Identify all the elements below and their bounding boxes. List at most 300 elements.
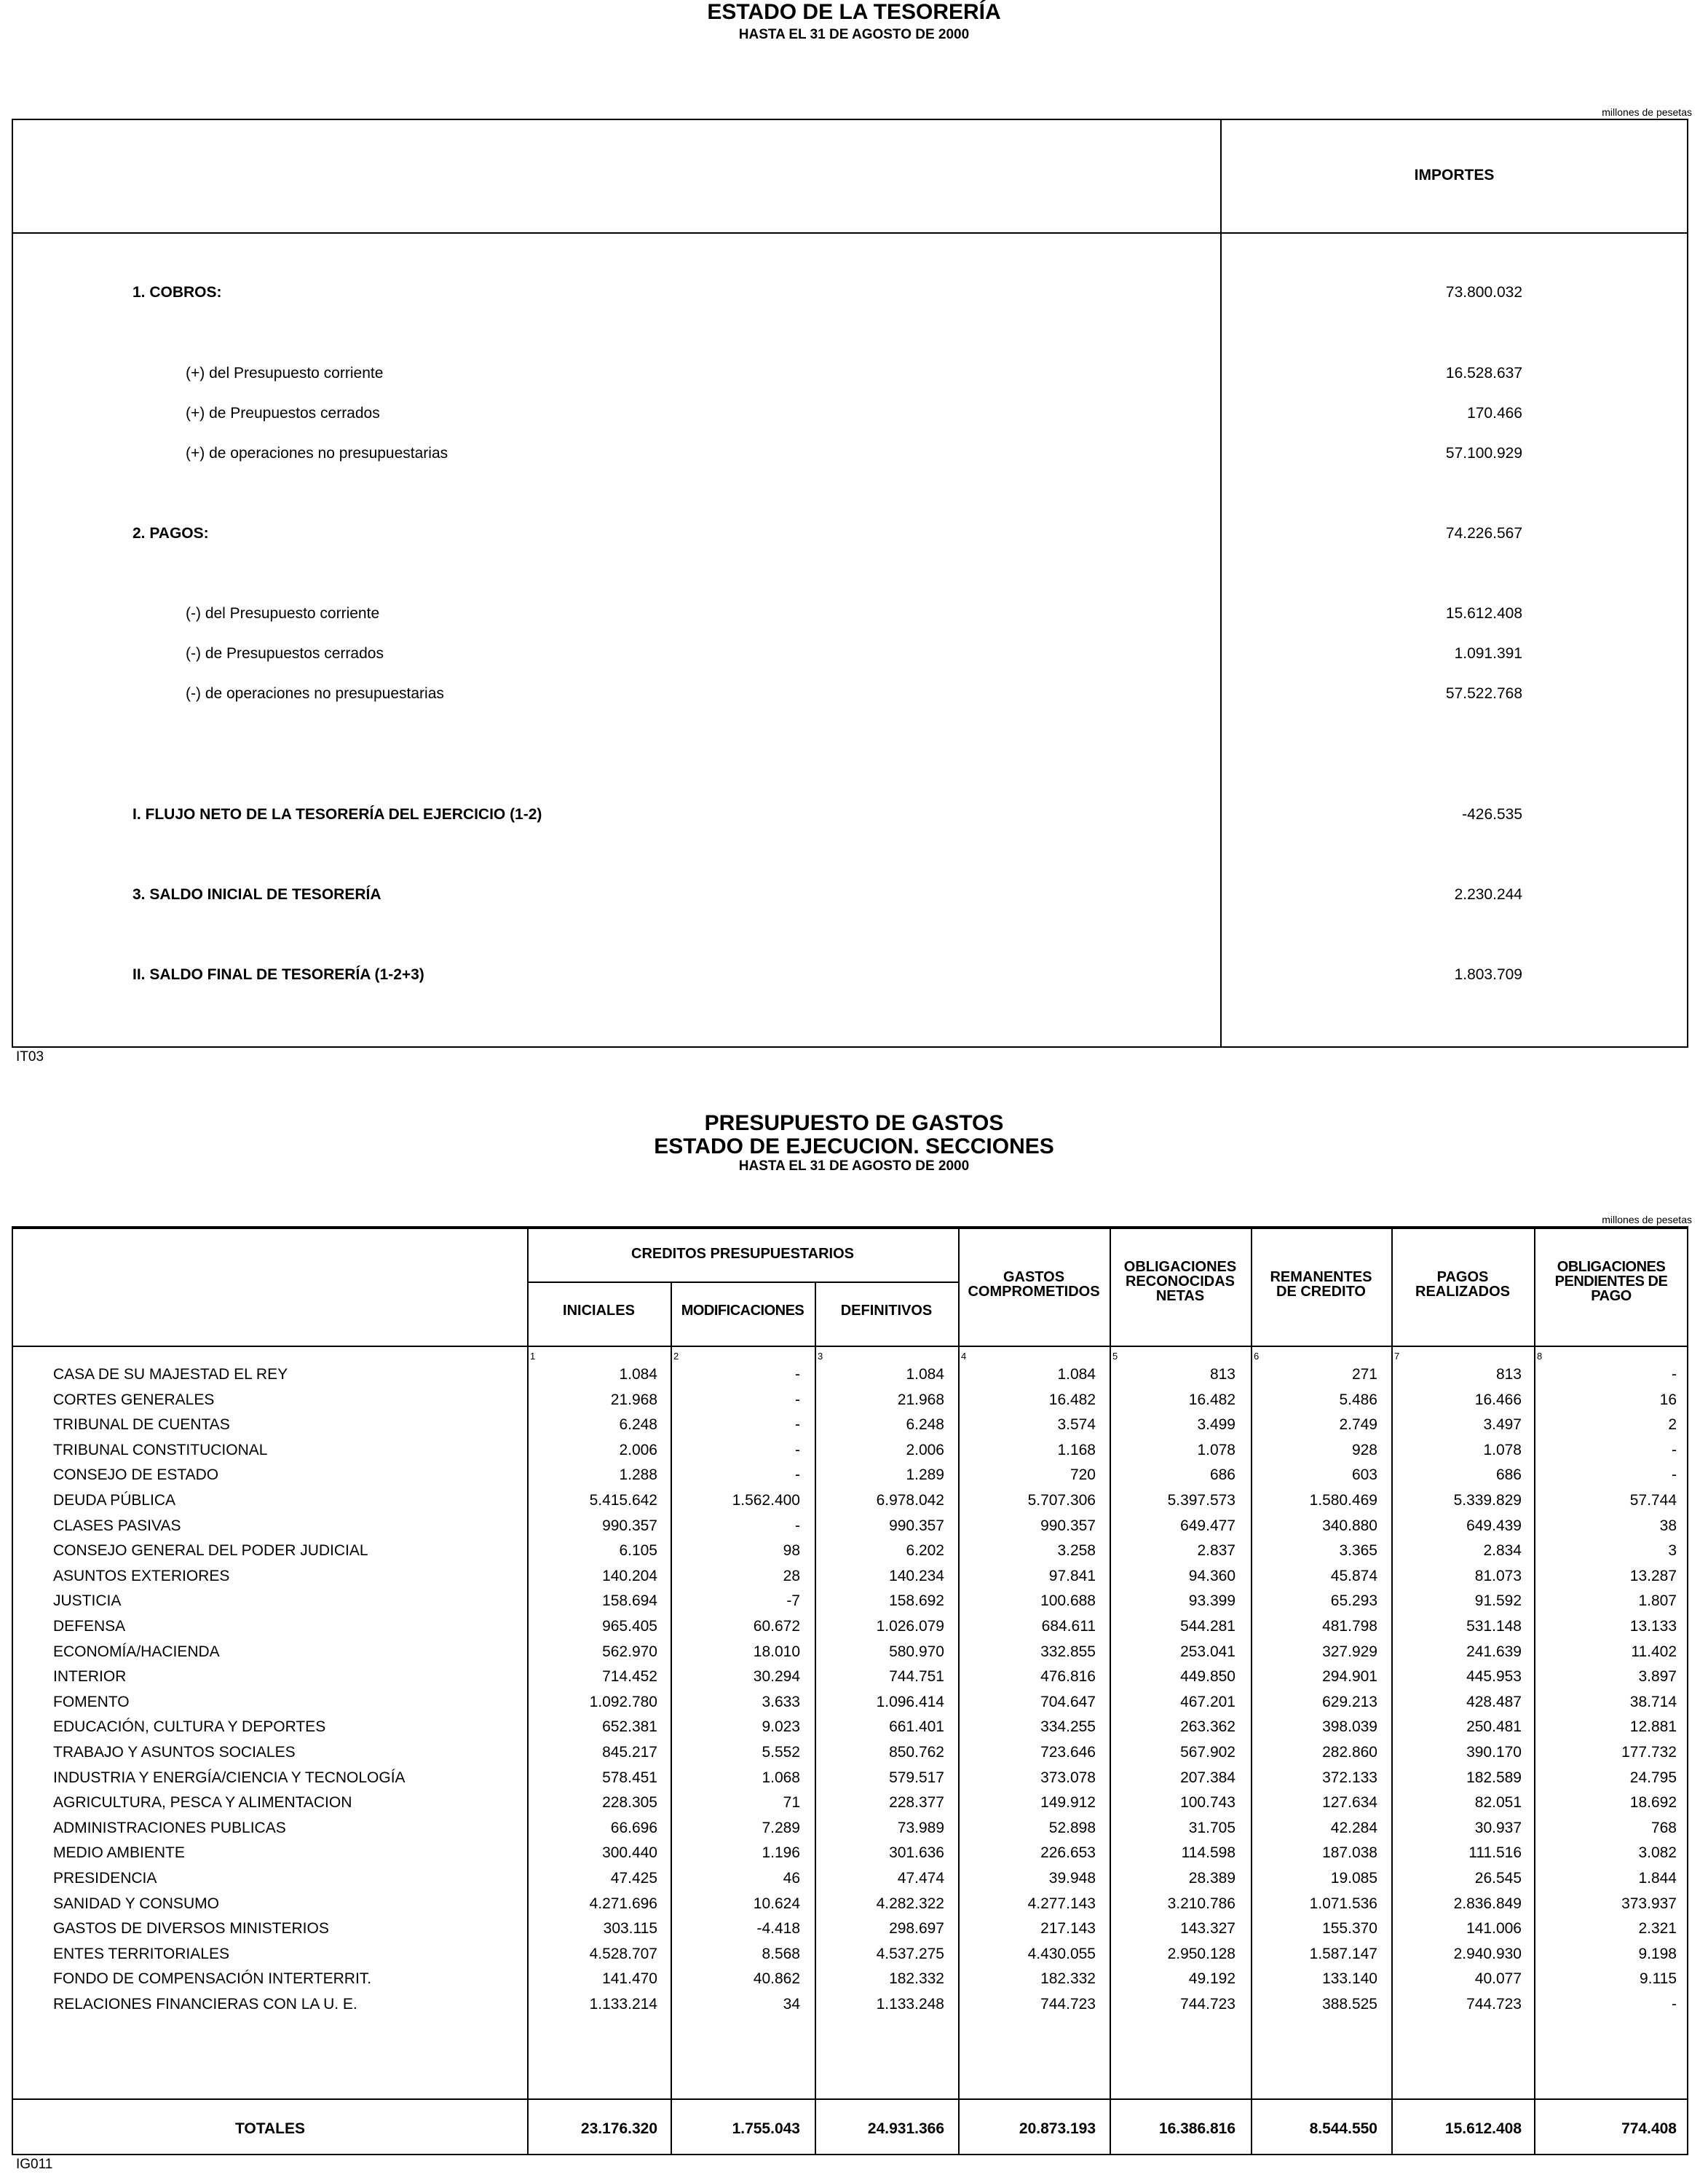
- row-cell: 3.082: [1638, 1844, 1677, 1862]
- row-cell: 372.133: [1322, 1769, 1377, 1786]
- row-cell: 2.321: [1638, 1920, 1677, 1938]
- row-section-name: FOMENTO: [53, 1693, 130, 1710]
- tesoreria-title: ESTADO DE LA TESORERÍA: [707, 0, 1001, 24]
- row-cell: 744.723: [1040, 1996, 1096, 2013]
- row-cell: 26.545: [1474, 1870, 1522, 1887]
- row-cell: 1.084: [1057, 1366, 1096, 1383]
- row-cell: 5.552: [762, 1744, 800, 1761]
- row-cell: 398.039: [1322, 1718, 1377, 1736]
- gastos-units: millones de pesetas: [1602, 1214, 1692, 1225]
- row-cell: 8.568: [762, 1945, 800, 1962]
- row-cell: 301.636: [889, 1844, 944, 1862]
- header-line: COMPROMETIDOS: [968, 1284, 1100, 1300]
- table-row: [13, 1769, 1687, 1794]
- row-cell: 5.486: [1339, 1391, 1377, 1408]
- header-divider: [13, 232, 1687, 234]
- tesoreria-code: IT03: [16, 1049, 44, 1065]
- row-cell: 65.293: [1330, 1592, 1377, 1610]
- row-cell: 2.006: [906, 1441, 944, 1458]
- header-line: PAGOS: [1436, 1269, 1489, 1285]
- row-cell: 82.051: [1474, 1794, 1522, 1812]
- header-line: OBLIGACIONES: [1123, 1259, 1237, 1275]
- row-cell: 100.688: [1040, 1592, 1096, 1610]
- gastos-comprometidos-header: [958, 1270, 1110, 1299]
- row-cell: 1.092.780: [589, 1693, 657, 1710]
- row-cell: 1.289: [906, 1466, 944, 1484]
- row-cell: 39.948: [1048, 1870, 1096, 1887]
- row-section-name: DEUDA PÚBLICA: [53, 1492, 176, 1509]
- row-cell: 38.714: [1629, 1693, 1677, 1710]
- row-cell: 140.204: [602, 1567, 657, 1584]
- row-value: 170.466: [1467, 405, 1522, 422]
- row-cell: 52.898: [1048, 1819, 1096, 1836]
- row-section-name: JUSTICIA: [53, 1592, 122, 1610]
- row-cell: 1.096.414: [876, 1693, 944, 1710]
- row-cell: 580.970: [889, 1643, 944, 1660]
- row-cell: 373.078: [1040, 1769, 1096, 1786]
- row-cell: 228.377: [889, 1794, 944, 1812]
- table-row: [13, 1970, 1687, 1995]
- header-line: REMANENTES: [1270, 1269, 1372, 1285]
- row-cell: 965.405: [602, 1618, 657, 1635]
- row-cell: 13.287: [1629, 1567, 1677, 1584]
- row-cell: 578.451: [602, 1769, 657, 1786]
- row-cell: 93.399: [1188, 1592, 1235, 1610]
- row-cell: 531.148: [1466, 1618, 1522, 1635]
- row-cell: 30.937: [1474, 1819, 1522, 1836]
- row-cell: 4.537.275: [876, 1945, 944, 1962]
- row-cell: 24.795: [1629, 1769, 1677, 1786]
- tesoreria-row: [13, 966, 1687, 988]
- row-cell: 49.192: [1188, 1970, 1235, 1988]
- row-cell: 16.482: [1188, 1391, 1235, 1408]
- row-cell: 686: [1495, 1466, 1522, 1484]
- row-cell: 1.084: [619, 1366, 657, 1383]
- row-cell: 562.970: [602, 1643, 657, 1660]
- row-cell: 3: [1668, 1542, 1677, 1560]
- row-cell: 97.841: [1048, 1567, 1096, 1584]
- row-cell: 12.881: [1629, 1718, 1677, 1736]
- table-row: [13, 1366, 1687, 1391]
- row-section-name: CONSEJO GENERAL DEL PODER JUDICIAL: [53, 1542, 368, 1560]
- row-cell: -4.418: [756, 1920, 800, 1938]
- table-row: [13, 1668, 1687, 1693]
- row-section-name: GASTOS DE DIVERSOS MINISTERIOS: [53, 1920, 329, 1938]
- row-cell: 28: [783, 1567, 800, 1584]
- row-cell: 187.038: [1322, 1844, 1377, 1862]
- row-label: (-) del Presupuesto corriente: [186, 605, 380, 622]
- table-row: [13, 1643, 1687, 1668]
- row-cell: 3.633: [762, 1693, 800, 1710]
- row-cell: 3.574: [1057, 1416, 1096, 1434]
- table-row: [13, 1492, 1687, 1517]
- column-number: 3: [818, 1351, 823, 1362]
- row-cell: 6.248: [906, 1416, 944, 1434]
- row-section-name: AGRICULTURA, PESCA Y ALIMENTACION: [53, 1794, 352, 1812]
- row-cell: -: [1672, 1466, 1677, 1484]
- row-cell: 4.277.143: [1027, 1895, 1096, 1912]
- row-value: 57.100.929: [1445, 445, 1522, 462]
- row-label: II. SALDO FINAL DE TESORERÍA (1-2+3): [133, 966, 424, 983]
- tesoreria-row: [13, 445, 1687, 467]
- row-cell: 73.989: [897, 1819, 944, 1836]
- row-cell: 2.836.849: [1453, 1895, 1522, 1912]
- row-cell: 723.646: [1040, 1744, 1096, 1761]
- row-cell: 6.248: [619, 1416, 657, 1434]
- header-rule: [13, 1346, 1687, 1347]
- row-label: (+) de Preupuestos cerrados: [186, 405, 380, 422]
- row-cell: 768: [1650, 1819, 1677, 1836]
- table-row: [13, 1996, 1687, 2021]
- header-line: DE CREDITO: [1276, 1284, 1366, 1300]
- row-cell: -: [795, 1466, 800, 1484]
- row-cell: 1.168: [1057, 1441, 1096, 1458]
- header-line: PAGO: [1591, 1288, 1632, 1304]
- iniciales-header: INICIALES: [563, 1303, 635, 1319]
- column-number: 5: [1112, 1351, 1118, 1362]
- table-row: [13, 1895, 1687, 1920]
- row-cell: 16: [1659, 1391, 1677, 1408]
- row-cell: 1.068: [762, 1769, 800, 1786]
- row-value: 73.800.032: [1445, 284, 1522, 301]
- totals-value: 774.408: [1621, 2120, 1677, 2137]
- row-label: (-) de operaciones no presupuestarias: [186, 685, 444, 702]
- tesoreria-row: [13, 806, 1687, 828]
- row-value: 15.612.408: [1445, 605, 1522, 622]
- row-section-name: ASUNTOS EXTERIORES: [53, 1567, 230, 1584]
- totals-value: 24.931.366: [867, 2120, 944, 2137]
- gastos-code: IG011: [16, 2157, 53, 2172]
- row-cell: 3.499: [1197, 1416, 1235, 1434]
- row-cell: 13.133: [1629, 1618, 1677, 1635]
- row-cell: 207.384: [1180, 1769, 1235, 1786]
- row-label: 3. SALDO INICIAL DE TESORERÍA: [133, 886, 381, 903]
- row-cell: 744.751: [889, 1668, 944, 1686]
- row-cell: 42.284: [1330, 1819, 1377, 1836]
- row-cell: 9.023: [762, 1718, 800, 1736]
- row-cell: 1.288: [619, 1466, 657, 1484]
- row-cell: 3.258: [1057, 1542, 1096, 1560]
- row-cell: -: [795, 1517, 800, 1534]
- row-cell: 149.912: [1040, 1794, 1096, 1812]
- row-cell: 21.968: [610, 1391, 657, 1408]
- remanentes-header: [1251, 1270, 1391, 1299]
- totals-value: 20.873.193: [1019, 2120, 1096, 2137]
- totals-value: 8.544.550: [1309, 2120, 1377, 2137]
- row-cell: 133.140: [1322, 1970, 1377, 1988]
- column-number: 6: [1254, 1351, 1260, 1362]
- definitivos-header: DEFINITIVOS: [840, 1303, 933, 1319]
- row-cell: 47.425: [610, 1870, 657, 1887]
- row-cell: 18.010: [753, 1643, 800, 1660]
- row-cell: 98: [783, 1542, 800, 1560]
- top-rule: [13, 1228, 1687, 1229]
- row-cell: 1.084: [906, 1366, 944, 1383]
- row-cell: 263.362: [1180, 1718, 1235, 1736]
- row-cell: -: [795, 1391, 800, 1408]
- row-section-name: RELACIONES FINANCIERAS CON LA U. E.: [53, 1996, 357, 2013]
- table-row: [13, 1517, 1687, 1542]
- row-cell: 158.694: [602, 1592, 657, 1610]
- row-cell: -: [795, 1366, 800, 1383]
- row-cell: 182.332: [889, 1970, 944, 1988]
- row-value: 2.230.244: [1454, 886, 1522, 903]
- tesoreria-row: [13, 605, 1687, 627]
- row-cell: 481.798: [1322, 1618, 1377, 1635]
- row-section-name: TRABAJO Y ASUNTOS SOCIALES: [53, 1744, 296, 1761]
- row-cell: 5.339.829: [1453, 1492, 1522, 1509]
- tesoreria-row: [13, 284, 1687, 306]
- row-value: 1.803.709: [1454, 966, 1522, 983]
- row-cell: 271: [1351, 1366, 1377, 1383]
- row-cell: 332.855: [1040, 1643, 1096, 1660]
- table-row: [13, 1744, 1687, 1769]
- row-cell: 298.697: [889, 1920, 944, 1938]
- row-cell: 303.115: [603, 1920, 657, 1938]
- table-row: [13, 1442, 1687, 1466]
- row-cell: 1.078: [1197, 1441, 1235, 1458]
- column-number: 1: [530, 1351, 536, 1362]
- row-section-name: ECONOMÍA/HACIENDA: [53, 1643, 220, 1660]
- row-cell: 4.271.696: [589, 1895, 657, 1912]
- header-line: NETAS: [1155, 1288, 1205, 1304]
- row-cell: 282.860: [1322, 1744, 1377, 1761]
- table-row: [13, 1542, 1687, 1567]
- row-label: (-) de Presupuestos cerrados: [186, 645, 384, 662]
- row-section-name: EDUCACIÓN, CULTURA Y DEPORTES: [53, 1718, 326, 1736]
- table-row: [13, 1946, 1687, 1970]
- tesoreria-table: [12, 119, 1688, 1048]
- row-cell: 226.653: [1040, 1844, 1096, 1862]
- row-section-name: DEFENSA: [53, 1618, 126, 1635]
- row-cell: 4.528.707: [589, 1945, 657, 1962]
- row-cell: -: [795, 1416, 800, 1434]
- row-section-name: INDUSTRIA Y ENERGÍA/CIENCIA Y TECNOLOGÍA: [53, 1769, 406, 1786]
- row-cell: 5.397.573: [1167, 1492, 1235, 1509]
- table-row: [13, 1592, 1687, 1617]
- row-cell: 28.389: [1188, 1870, 1235, 1887]
- row-section-name: CLASES PASIVAS: [53, 1517, 181, 1534]
- gastos-title: PRESUPUESTO DE GASTOS: [704, 1111, 1004, 1135]
- row-cell: 4.430.055: [1027, 1945, 1096, 1962]
- header-line: REALIZADOS: [1415, 1284, 1510, 1300]
- row-section-name: INTERIOR: [53, 1668, 127, 1686]
- row-cell: 2.940.930: [1453, 1945, 1522, 1962]
- row-cell: 1.807: [1638, 1592, 1677, 1610]
- table-row: [13, 1920, 1687, 1945]
- row-cell: 143.327: [1180, 1920, 1235, 1938]
- row-cell: 1.133.248: [876, 1996, 944, 2013]
- row-cell: 684.611: [1041, 1618, 1096, 1635]
- row-cell: 10.624: [753, 1895, 800, 1912]
- row-cell: 45.874: [1330, 1567, 1377, 1584]
- row-section-name: CASA DE SU MAJESTAD EL REY: [53, 1366, 288, 1383]
- row-cell: 31.705: [1188, 1819, 1235, 1836]
- row-value: 74.226.567: [1445, 525, 1522, 542]
- row-cell: 388.525: [1322, 1996, 1377, 2013]
- row-cell: 3.897: [1638, 1668, 1677, 1686]
- row-cell: 100.743: [1180, 1794, 1235, 1812]
- row-cell: 6.202: [906, 1542, 944, 1560]
- row-section-name: TRIBUNAL CONSTITUCIONAL: [53, 1441, 268, 1458]
- row-cell: 390.170: [1466, 1744, 1522, 1761]
- row-cell: 813: [1495, 1366, 1522, 1383]
- row-cell: 155.370: [1322, 1920, 1377, 1938]
- table-row: [13, 1416, 1687, 1441]
- row-cell: 990.357: [889, 1517, 944, 1534]
- row-cell: 228.305: [602, 1794, 657, 1812]
- row-cell: 544.281: [1180, 1618, 1235, 1635]
- row-cell: 2.749: [1339, 1416, 1377, 1434]
- row-cell: 253.041: [1180, 1643, 1235, 1660]
- row-cell: 567.902: [1180, 1744, 1235, 1761]
- row-cell: 60.672: [753, 1618, 800, 1635]
- row-cell: 649.477: [1180, 1517, 1235, 1534]
- row-cell: 1.133.214: [589, 1996, 657, 2013]
- row-cell: 2.006: [619, 1441, 657, 1458]
- column-number: 2: [673, 1351, 679, 1362]
- table-row: [13, 1844, 1687, 1869]
- row-section-name: PRESIDENCIA: [53, 1870, 157, 1887]
- row-cell: 1.026.079: [876, 1618, 944, 1635]
- row-cell: 850.762: [889, 1744, 944, 1761]
- header-line: OBLIGACIONES: [1557, 1259, 1666, 1275]
- tesoreria-row: [13, 886, 1687, 908]
- row-cell: 40.077: [1474, 1970, 1522, 1988]
- modificaciones-header: MODIFICACIONES: [681, 1303, 804, 1319]
- row-cell: 16.482: [1048, 1391, 1096, 1408]
- row-cell: 182.332: [1040, 1970, 1096, 1988]
- row-cell: 114.598: [1181, 1844, 1235, 1862]
- row-cell: 21.968: [897, 1391, 944, 1408]
- row-cell: 928: [1351, 1441, 1377, 1458]
- table-row: [13, 1391, 1687, 1416]
- row-cell: -: [795, 1441, 800, 1458]
- row-cell: 3.365: [1339, 1542, 1377, 1560]
- row-section-name: ADMINISTRACIONES PUBLICAS: [53, 1819, 286, 1836]
- row-cell: -: [1672, 1366, 1677, 1383]
- obligaciones-reconocidas-header: [1110, 1260, 1251, 1303]
- row-value: 57.522.768: [1445, 685, 1522, 702]
- row-cell: 40.862: [753, 1970, 800, 1988]
- row-section-name: FONDO DE COMPENSACIÓN INTERTERRIT.: [53, 1970, 372, 1988]
- row-cell: 1.587.147: [1309, 1945, 1377, 1962]
- table-row: [13, 1568, 1687, 1592]
- table-row: [13, 1718, 1687, 1743]
- header-line: PENDIENTES DE: [1554, 1273, 1668, 1290]
- table-row: [13, 1694, 1687, 1718]
- table-row: [13, 1820, 1687, 1844]
- row-cell: 990.357: [1040, 1517, 1096, 1534]
- row-cell: 141.470: [602, 1970, 657, 1988]
- row-cell: 340.880: [1322, 1517, 1377, 1534]
- totals-value: 15.612.408: [1444, 2120, 1522, 2137]
- row-cell: 629.213: [1322, 1693, 1377, 1710]
- row-section-name: CONSEJO DE ESTADO: [53, 1466, 219, 1484]
- tesoreria-row: [13, 525, 1687, 547]
- row-cell: -: [1672, 1441, 1677, 1458]
- row-cell: 177.732: [1621, 1744, 1677, 1761]
- row-cell: 16.466: [1474, 1391, 1522, 1408]
- row-cell: 334.255: [1040, 1718, 1096, 1736]
- row-section-name: ENTES TERRITORIALES: [53, 1945, 229, 1962]
- row-cell: 1.078: [1483, 1441, 1522, 1458]
- row-cell: 704.647: [1040, 1693, 1096, 1710]
- row-cell: 744.723: [1466, 1996, 1522, 2013]
- row-cell: 57.744: [1629, 1492, 1677, 1509]
- gastos-title2: ESTADO DE EJECUCION. SECCIONES: [654, 1134, 1054, 1158]
- row-cell: 467.201: [1180, 1693, 1235, 1710]
- row-cell: 3.210.786: [1167, 1895, 1235, 1912]
- row-cell: 94.360: [1188, 1567, 1235, 1584]
- group-header-rule: [527, 1281, 958, 1283]
- row-cell: 2: [1668, 1416, 1677, 1434]
- tesoreria-units: millones de pesetas: [1602, 106, 1692, 118]
- gastos-table: [12, 1226, 1688, 2155]
- row-label: (+) del Presupuesto corriente: [186, 365, 384, 382]
- row-cell: 445.953: [1466, 1668, 1522, 1686]
- row-cell: 603: [1351, 1466, 1377, 1484]
- row-cell: 9.115: [1640, 1970, 1677, 1988]
- row-value: 1.091.391: [1454, 645, 1522, 662]
- row-cell: 1.580.469: [1309, 1492, 1377, 1509]
- row-cell: 5.707.306: [1027, 1492, 1096, 1509]
- row-value: -426.535: [1462, 806, 1522, 823]
- row-label: 2. PAGOS:: [133, 525, 209, 542]
- header-line: GASTOS: [1003, 1269, 1065, 1285]
- row-cell: 5.415.642: [589, 1492, 657, 1509]
- row-cell: 141.006: [1466, 1920, 1522, 1938]
- row-cell: 18.692: [1629, 1794, 1677, 1812]
- row-value: 16.528.637: [1445, 365, 1522, 382]
- row-cell: 19.085: [1330, 1870, 1377, 1887]
- row-cell: 649.439: [1466, 1517, 1522, 1534]
- row-cell: 744.723: [1180, 1996, 1235, 2013]
- row-cell: 845.217: [602, 1744, 657, 1761]
- row-cell: 127.634: [1322, 1794, 1377, 1812]
- row-cell: 46: [783, 1870, 800, 1887]
- row-cell: 579.517: [889, 1769, 944, 1786]
- column-number: 7: [1394, 1351, 1400, 1362]
- row-cell: 38: [1659, 1517, 1677, 1534]
- row-cell: 2.834: [1483, 1542, 1522, 1560]
- row-section-name: TRIBUNAL DE CUENTAS: [53, 1416, 230, 1434]
- column-number: 4: [961, 1351, 967, 1362]
- row-section-name: MEDIO AMBIENTE: [53, 1844, 185, 1862]
- row-cell: 34: [783, 1996, 800, 2013]
- row-cell: 2.950.128: [1167, 1945, 1235, 1962]
- row-label: I. FLUJO NETO DE LA TESORERÍA DEL EJERCICIO (1-2): [133, 806, 542, 823]
- row-cell: 6.978.042: [876, 1492, 944, 1509]
- row-label: (+) de operaciones no presupuestarias: [186, 445, 448, 462]
- totals-value: 23.176.320: [580, 2120, 657, 2137]
- column-number: 8: [1537, 1351, 1543, 1362]
- row-cell: 1.071.536: [1309, 1895, 1377, 1912]
- row-cell: 9.198: [1638, 1945, 1677, 1962]
- row-cell: 449.850: [1180, 1668, 1235, 1686]
- row-cell: -: [1672, 1996, 1677, 2013]
- tesoreria-subtitle: HASTA EL 31 DE AGOSTO DE 2000: [738, 27, 970, 42]
- row-cell: 47.474: [897, 1870, 944, 1887]
- pagos-realizados-header: [1391, 1270, 1534, 1299]
- row-cell: 300.440: [602, 1844, 657, 1862]
- tesoreria-row: [13, 365, 1687, 387]
- row-cell: 241.639: [1466, 1643, 1522, 1660]
- row-cell: 661.401: [889, 1718, 944, 1736]
- row-cell: 6.105: [619, 1542, 657, 1560]
- row-cell: 81.073: [1474, 1567, 1522, 1584]
- row-cell: 714.452: [602, 1668, 657, 1686]
